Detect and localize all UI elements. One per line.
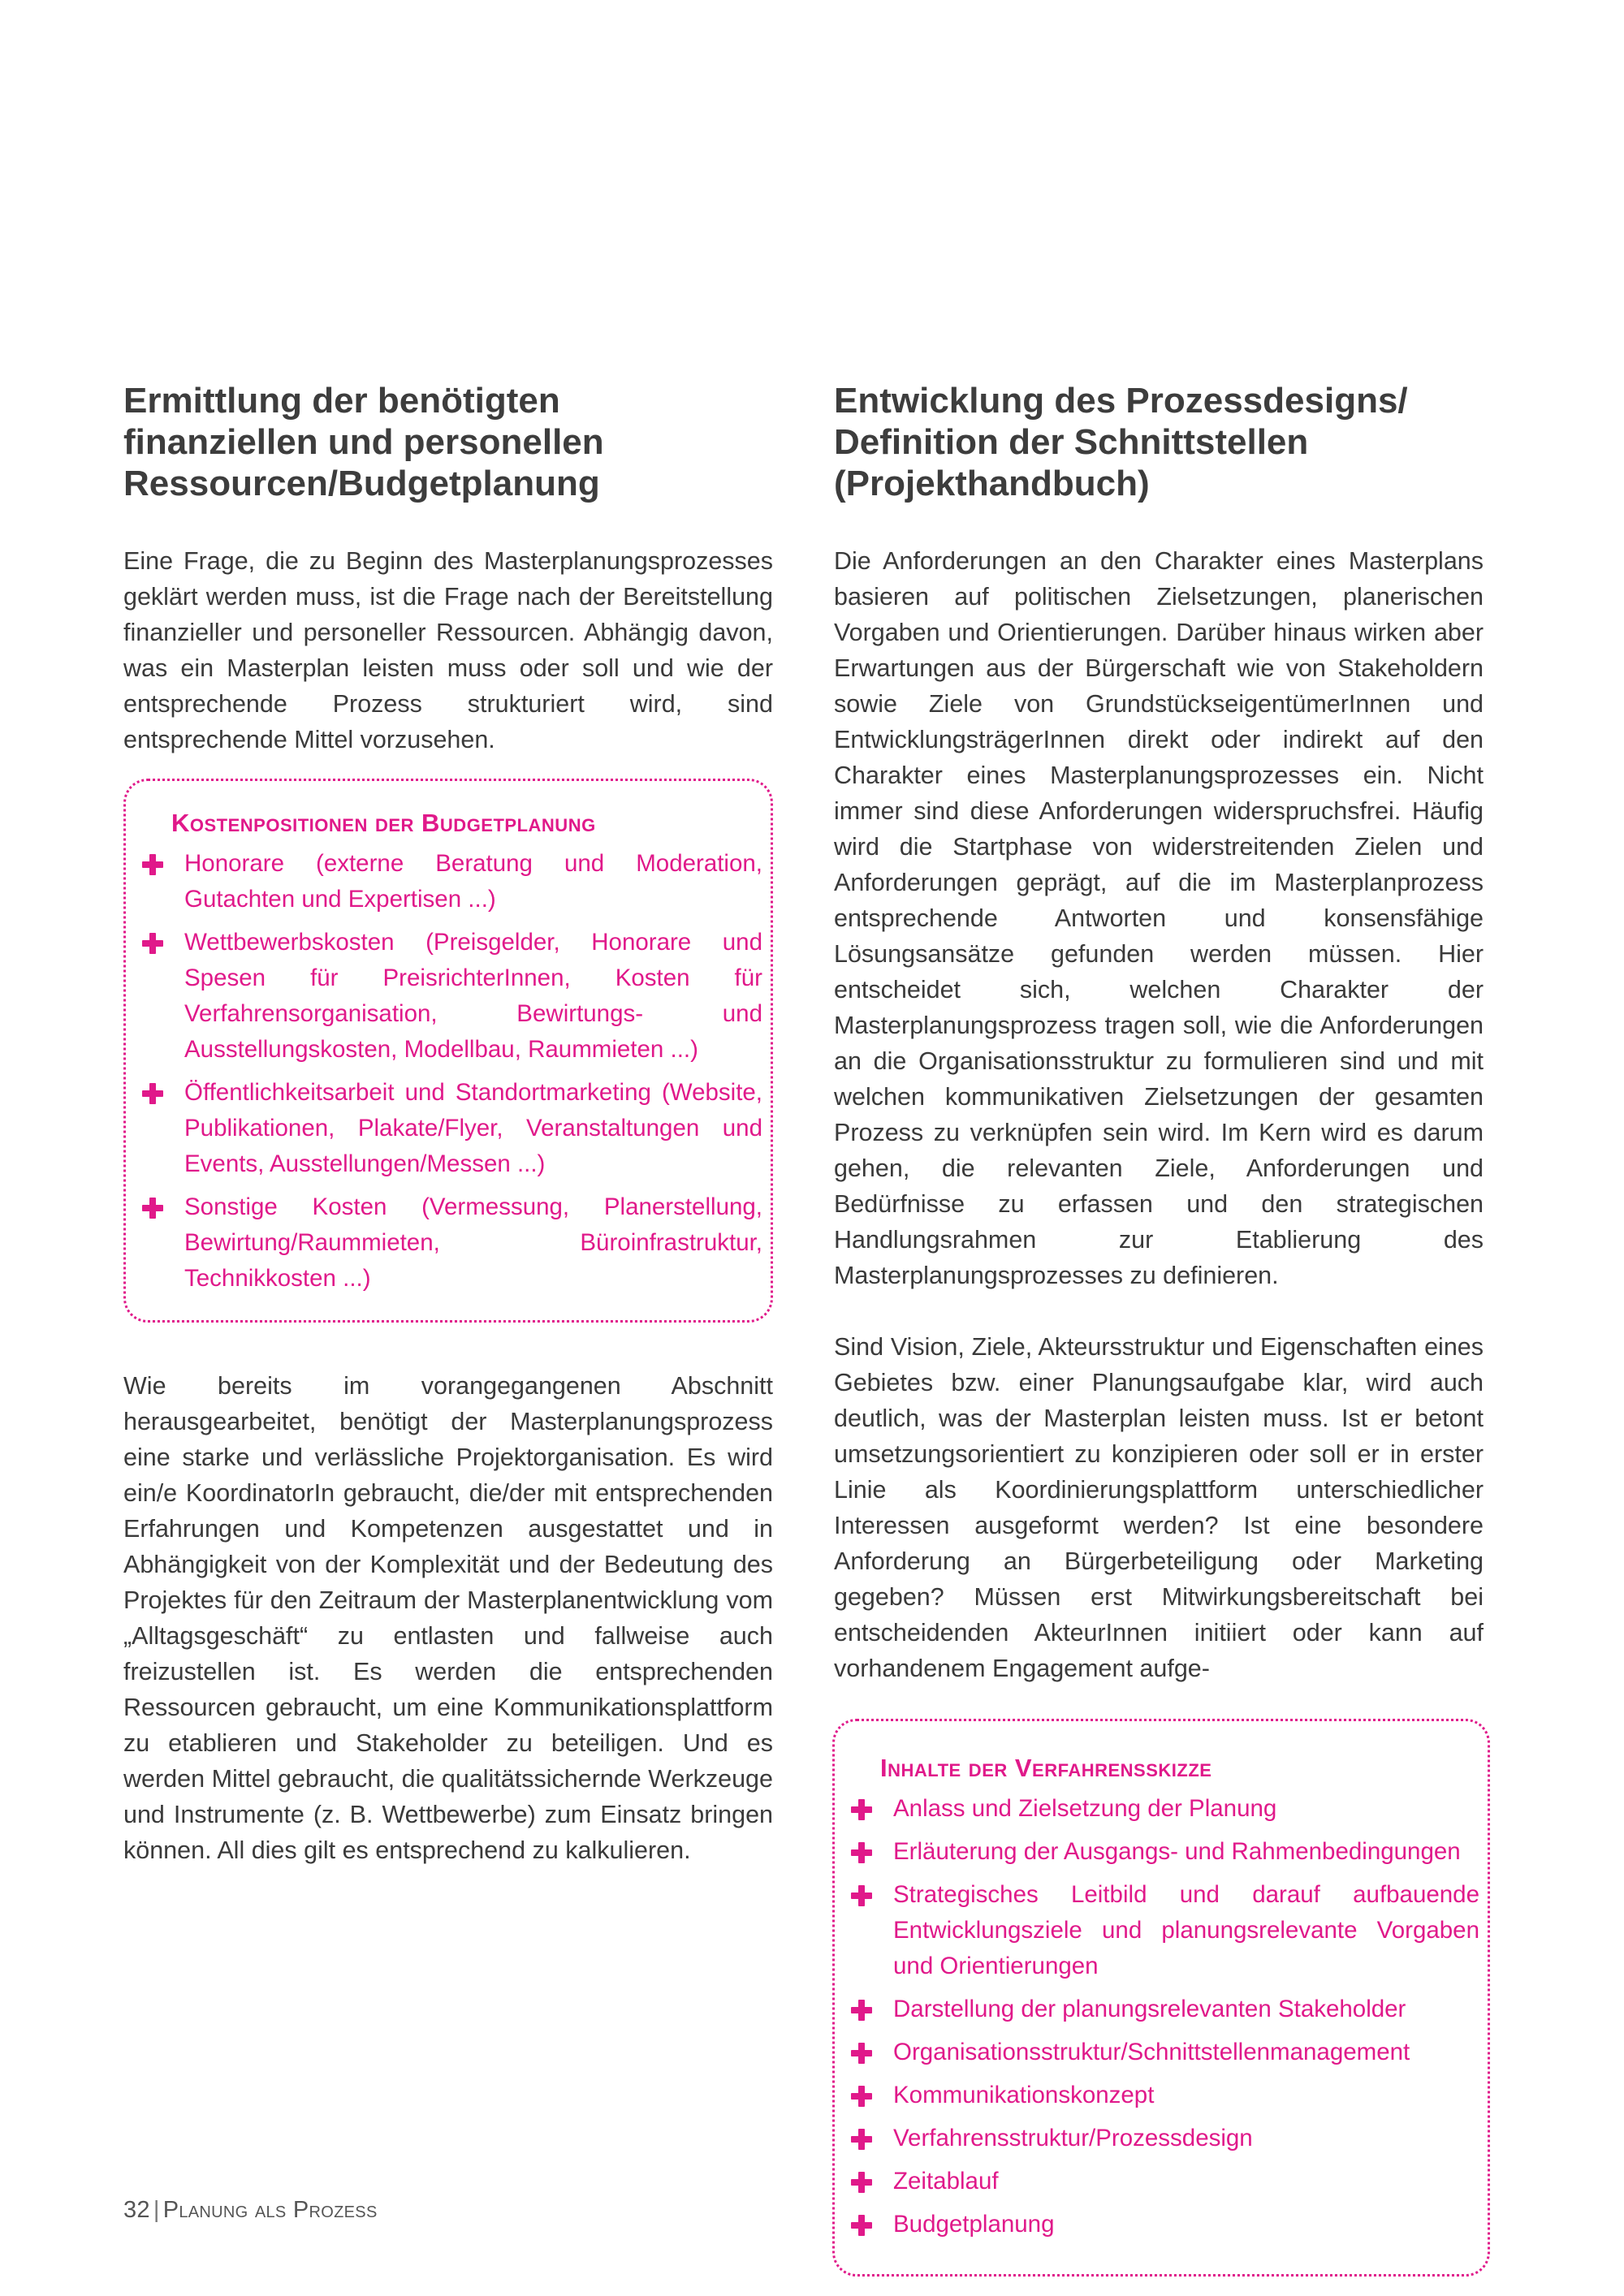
list-item <box>142 1075 762 1182</box>
plus-icon <box>142 933 163 954</box>
list-item-text: Zeitablauf <box>893 2168 999 2195</box>
list-item-text: Kommunikationskonzept <box>893 2082 1155 2108</box>
list-item-text: Organisationsstruktur/Schnittstellenmanagement <box>893 2039 1410 2065</box>
list-item <box>851 2207 1479 2242</box>
list-item-text: Erläuterung der Ausgangs- und Rahmenbedingungen <box>893 1838 1461 1865</box>
budget-box-title: Kostenpositionen der Budgetplanung <box>171 809 596 837</box>
list-item-text: Anlass und Zielsetzung der Planung <box>893 1795 1277 1822</box>
list-item <box>851 2164 1479 2199</box>
list-item <box>851 2035 1479 2070</box>
budget-cost-box <box>123 779 773 1323</box>
plus-icon <box>851 2000 872 2021</box>
list-item-text: Honorare (externe Beratung und Moderation, Gutachten und Expertisen ...) <box>184 850 762 913</box>
left-heading-line: finanziellen und personellen <box>123 422 604 462</box>
right-paragraph-2: Sind Vision, Ziele, Akteursstruktur und Eigenschaften eines Gebietes bzw. einer Planungsaufgabe klar, wird auch deutlich, was der Masterplan leisten muss. Ist er betont umsetzungsorientiert zu konzipieren oder soll er in erster Linie als Koordinierungsplattform unterschiedlicher Interessen ausgeformt werden? Ist eine besondere Anforderung an Bürgerbeteiligung oder Marketing gegeben? Müssen erst Mitwirkungsbereitschaft bei entscheidenden AkteurInnen initiiert oder kann auf vorhandenem Engagement aufge- <box>834 1333 1484 1682</box>
list-item <box>851 2078 1479 2113</box>
list-item-text: Budgetplanung <box>893 2211 1055 2238</box>
list-item-text: Verfahrensstruktur/Prozessdesign <box>893 2125 1253 2151</box>
page-footer <box>123 2197 378 2224</box>
list-item-text: Darstellung der planungsrelevanten Stakeholder <box>893 1996 1406 2022</box>
plus-icon <box>851 1799 872 1820</box>
plus-icon <box>851 2215 872 2236</box>
plus-icon <box>851 1885 872 1906</box>
right-paragraph-1: Die Anforderungen an den Charakter eines Masterplans basieren auf politischen Zielsetzungen, planerischen Vorgaben und Orientierungen. Darüber hinaus wirken aber Erwartungen aus der Bürgerschaft wie von Stakeholdern sowie Ziele von GrundstückseigentümerInnen und EntwicklungsträgerInnen direkt oder indirekt auf den Charakter eines Masterplanungsprozesses ein. Nicht immer sind diese Anforderungen widerspruchsfrei. Häufig wird die Startphase von widerstreitenden Zielen und Anforderungen geprägt, auf die im Masterplanprozess entsprechende Antworten und konsensfähige Lösungsansätze gefunden werden müssen. Hier entscheidet sich, welchen Charakter der Masterplanungsprozess tragen soll, wie die Anforderungen an die Organisationsstruktur zu formulieren sind und mit welchen kommunikativen Zielsetzungen der gesamten Prozess zu verknüpfen sein wird. Im Kern wird es darum gehen, die relevanten Ziele, Anforderungen und Bedürfnisse zu erfassen und den strategischen Handlungsrahmen zur Etablierung des Masterplanungsprozesses zu definieren. <box>834 547 1484 1289</box>
list-item <box>851 1877 1479 1984</box>
plus-icon <box>851 2172 872 2193</box>
procedure-sketch-box <box>832 1719 1490 2277</box>
right-column <box>834 380 1484 2277</box>
left-heading-line: Ressourcen/Budgetplanung <box>123 464 600 503</box>
left-column <box>123 380 773 1868</box>
list-item-text: Sonstige Kosten (Vermessung, Planerstellung, Bewirtung/Raummieten, Büroinfrastruktur, Technikkosten ...) <box>184 1193 762 1292</box>
footer-section-title: Planung als Prozess <box>162 2197 378 2223</box>
budget-cost-list <box>142 846 762 1297</box>
plus-icon <box>851 2129 872 2150</box>
footer-separator: | <box>153 2197 160 2223</box>
list-item-text: Strategisches Leitbild und darauf aufbauende Entwicklungsziele und planungsrelevante Vorgaben und Orientierungen <box>893 1881 1479 1979</box>
list-item <box>142 1189 762 1297</box>
left-heading <box>123 380 773 504</box>
left-intro-paragraph: Eine Frage, die zu Beginn des Masterplanungsprozesses geklärt werden muss, ist die Frage nach der Bereitstellung finanzieller und personeller Ressourcen. Abhängig davon, was ein Masterplan leisten muss oder soll und wie der entsprechende Prozess strukturiert wird, sind entsprechende Mittel vorzusehen. <box>123 547 773 753</box>
page-number: 32 <box>123 2197 150 2223</box>
plus-icon <box>142 1083 163 1104</box>
list-item <box>851 1992 1479 2027</box>
list-item <box>851 1834 1479 1870</box>
list-item-text: Wettbewerbskosten (Preisgelder, Honorare und Spesen für PreisrichterInnen, Kosten für Verfahrensorganisation, Bewirtungs- und Ausstellungskosten, Modellbau, Raummieten ...) <box>184 929 762 1063</box>
plus-icon <box>142 1198 163 1219</box>
left-outro-paragraph: Wie bereits im vorangegangenen Abschnitt herausgearbeitet, benötigt der Masterplanungsprozess eine starke und verlässliche Projektorganisation. Es wird ein/e KoordinatorIn gebraucht, die/der mit entsprechenden Erfahrungen und Kompetenzen ausgestattet und in Abhängigkeit von der Komplexität und der Bedeutung des Projektes für den Zeitraum der Masterplanentwicklung vom „Alltagsgeschäft“ zu entlasten und fallweise auch freizustellen ist. Es werden die entsprechenden Ressourcen gebraucht, um eine Kommunikationsplattform zu etablieren und Stakeholder zu beteiligen. Und es werden Mittel gebraucht, die qualitätssichernde Werkzeuge und Instrumente (z. B. Wettbewerbe) zum Einsatz bringen können. All dies gilt es entsprechend zu kalkulieren. <box>123 1372 773 1864</box>
list-item <box>851 1791 1479 1827</box>
right-heading-line: (Projekthandbuch) <box>834 464 1150 503</box>
right-heading <box>834 380 1484 504</box>
list-item <box>142 925 762 1068</box>
right-heading-line: Entwicklung des Prozessdesigns/ <box>834 381 1408 421</box>
plus-icon <box>851 2043 872 2064</box>
plus-icon <box>851 1842 872 1863</box>
procedure-box-title: Inhalte der Verfahrensskizze <box>880 1754 1212 1782</box>
procedure-content-list <box>851 1791 1479 2242</box>
list-item-text: Öffentlichkeitsarbeit und Standortmarketing (Website, Publikationen, Plakate/Flyer, Veranstaltungen und Events, Ausstellungen/Messen ...) <box>184 1079 762 1177</box>
left-heading-line: Ermittlung der benötigten <box>123 381 560 421</box>
list-item <box>851 2121 1479 2156</box>
right-heading-line: Definition der Schnittstellen <box>834 422 1309 462</box>
plus-icon <box>142 854 163 875</box>
list-item <box>142 846 762 917</box>
plus-icon <box>851 2086 872 2107</box>
